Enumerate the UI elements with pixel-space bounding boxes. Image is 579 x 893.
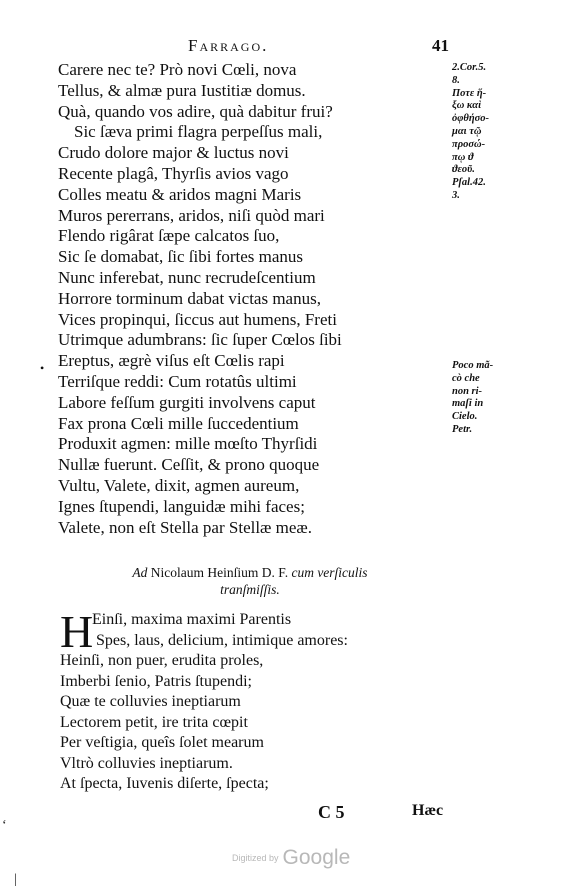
margin-note-line: 8. <box>452 74 460 86</box>
poem-line: Spes, laus, delicium, intimique amores: <box>96 631 348 649</box>
verse-line: Sic ſe domabat, ſic ſibi fortes manus <box>58 247 304 267</box>
watermark-brand: Google <box>282 846 351 869</box>
poem-line: Per veſtigia, queîs ſolet mearum <box>60 734 264 751</box>
margin-note-line: maſi in <box>452 398 484 410</box>
poem-line: At ſpecta, Iuvenis diſerte, ſpecta; <box>60 775 269 792</box>
verse-line: Recente plagâ, Thyrſis avios vago <box>58 164 289 183</box>
poem-line: Einſi, maxima maximi Parentis <box>92 611 292 628</box>
margin-note-scripture <box>452 62 489 203</box>
heading-ad: Ad <box>132 565 148 580</box>
page-number: 41 <box>432 36 449 55</box>
margin-note-line: μαι τῷ <box>452 125 482 137</box>
margin-note-line: cò che <box>452 372 480 384</box>
poem-heading <box>60 564 440 598</box>
poem-line: Lectorem petit, ire trita cœpit <box>60 713 248 731</box>
running-head: Farrago. <box>188 36 269 55</box>
verse-line: Utrimque adumbrans: ſic ſuper Cœlos ſibi <box>58 330 342 350</box>
poem-line: Heinſi, non puer, erudita proles, <box>60 652 264 669</box>
catchword: Hæc <box>412 802 444 819</box>
google-watermark <box>232 846 350 870</box>
margin-note-line: 3. <box>452 189 460 201</box>
poem-line: Vltrò colluvies ineptiarum. <box>60 754 233 772</box>
verse-line: Vultu, Valete, dixit, agmen aureum, <box>58 476 300 495</box>
verse-line: Flendo rigârat ſæpe calcatos ſuo, <box>58 226 280 246</box>
verse-line: Vices propinqui, ſiccus aut humens, Freti <box>58 309 337 329</box>
margin-note-line: Ποτε ἥ- <box>452 87 487 99</box>
poem-line: Imberbi ſenio, Patris ſtupendi; <box>60 672 252 690</box>
margin-note-line: Pſal.42. <box>452 177 486 189</box>
margin-note-line: Petr. <box>452 423 473 435</box>
heading-name: Nicolaum Heinſium D. F. <box>150 565 289 580</box>
verse-line: Ereptus, ægrè viſus eſt Cœlis rapi <box>58 351 285 371</box>
poem-line: Quæ te colluvies ineptiarum <box>60 693 241 710</box>
margin-note-line: πῳ ϑ <box>452 151 474 163</box>
drop-cap: H <box>60 606 94 657</box>
verse-line: Crudo dolore major & luctus novi <box>58 143 289 163</box>
verse-line: Nunc inferebat, nunc recrudeſcentium <box>58 268 316 287</box>
verse-line: Tellus, & almæ pura Iustitiæ domus. <box>58 80 306 100</box>
verse-line: Sic ſæva primi flagra perpeſſus mali, <box>74 122 323 142</box>
heading-cum: cum verſiculis <box>291 565 368 580</box>
margin-note-line: προσώ- <box>452 138 486 150</box>
signature-mark: C 5 <box>318 802 345 822</box>
verse-line: Fax prona Cœli mille ſuccedentium <box>58 413 299 433</box>
verse-line: Terriſque reddi: Cum rotatûs ultimi <box>58 372 297 391</box>
scan-edge-mark: | <box>14 872 17 887</box>
margin-note-line: non ri- <box>452 385 483 397</box>
margin-note-petrarch <box>452 360 493 437</box>
margin-note-line: ξω καὶ <box>452 100 482 112</box>
margin-note-line: 2.Cor.5. <box>452 62 487 73</box>
verse-line: Valete, non eſt Stella par Stellæ meæ. <box>58 517 313 537</box>
margin-note-line: Cielo. <box>452 411 478 423</box>
verse-line: Carere nec te? Prò novi Cœli, nova <box>58 60 297 79</box>
verse-line: Nullæ fuerunt. Ceſſit, & prono quoque <box>58 455 320 475</box>
margin-note-line: ὀφθήσο- <box>452 113 490 125</box>
margin-note-line: Poco mã- <box>452 360 494 371</box>
margin-dot: • <box>40 361 45 375</box>
watermark-prefix: Digitized by <box>232 853 279 863</box>
verse-line: Horrore torminum dabat victas manus, <box>58 288 321 308</box>
heading-transmissis: tranſmiſſis. <box>220 582 280 597</box>
verse-line: Muros pererrans, aridos, niſi quòd mari <box>58 205 325 225</box>
margin-note-line: ϑεοῦ. <box>452 164 475 176</box>
verse-line: Labore feſſum gurgiti involvens caput <box>58 392 316 412</box>
verse-line: Quà, quando vos adire, quà dabitur frui? <box>58 101 333 121</box>
verse-line: Ignes ſtupendi, languidæ mihi faces; <box>58 496 305 516</box>
verse-line: Produxit agmen: mille mœſto Thyrſidi <box>58 434 318 454</box>
verse-line: Colles meatu & aridos magni Maris <box>58 184 302 204</box>
scan-edge-mark: ʻ <box>2 818 7 833</box>
